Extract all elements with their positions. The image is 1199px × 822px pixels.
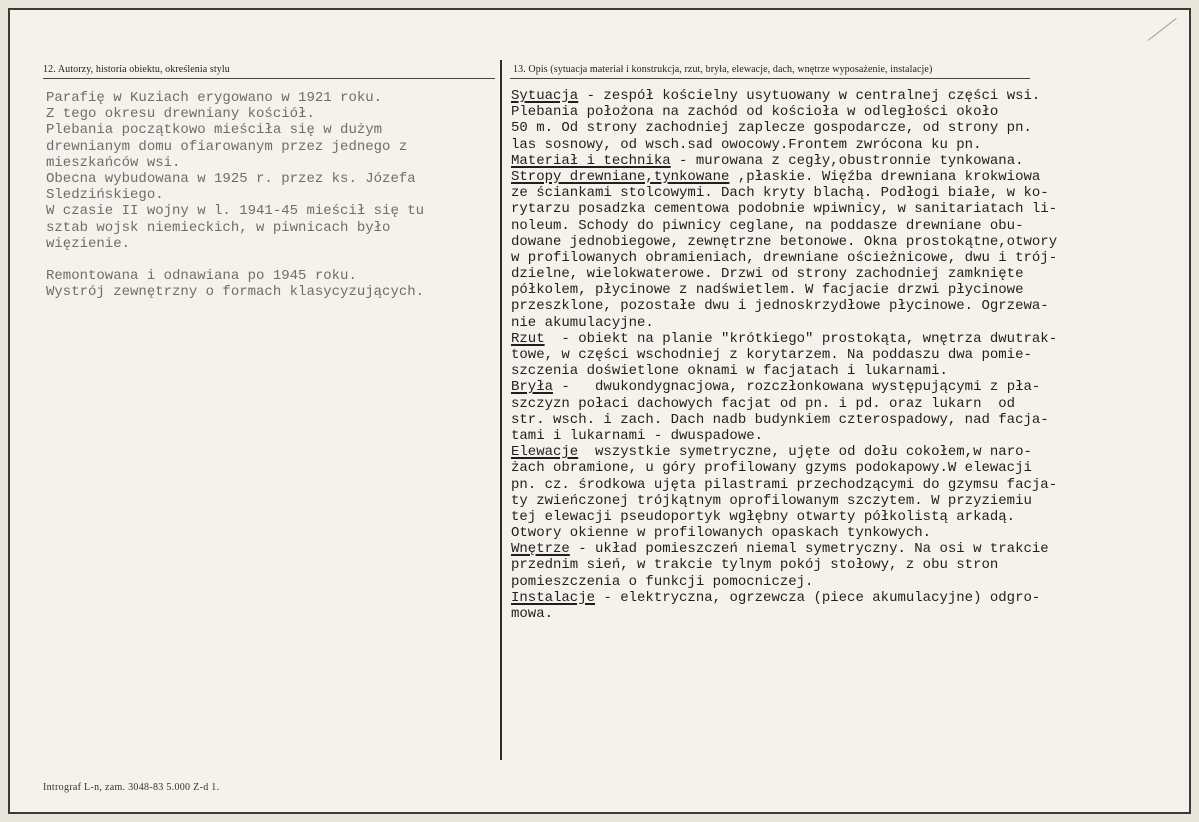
line-text: - elektryczna, ogrzewcza (piece akumulacyjne) odgro- [595, 589, 1041, 606]
description-line [511, 509, 1057, 525]
line-text: dzielne, wielokwaterowe. Drzwi od strony zachodniej zamknięte [511, 266, 1024, 283]
card-border-bottom [8, 812, 1191, 814]
line-text: mowa. [511, 606, 554, 622]
section-label: Wnętrze [511, 541, 570, 558]
description-line [511, 315, 1057, 331]
history-line: Obecna wybudowana w 1925 r. przez ks. Józefa [46, 170, 416, 187]
history-text [46, 90, 424, 300]
line-text: tami i lukarnami - dwuspadowe. [511, 427, 764, 444]
line-text: rytarzu posadzka cementowa podobnie wpiwnicy, w sanitariatach li- [511, 201, 1058, 218]
description-line [511, 137, 1057, 153]
history-line: więzienie. [46, 235, 131, 252]
description-line [511, 298, 1057, 314]
line-text: las sosnowy, od wsch.sad owocowy.Frontem zwrócona ku pn. [511, 136, 982, 153]
section-label: Instalacje [511, 589, 596, 606]
section-label: Bryła [511, 379, 554, 396]
right-section-header: 13. Opis (sytuacja materiał i konstrukcja, rzut, bryła, elewacje, dach, wnętrze wyposażenie, instalacje) [513, 64, 933, 75]
history-line: Remontowana i odnawiana po 1945 roku. [46, 268, 357, 285]
line-text: ,płaskie. Więźba drewniana krokwiowa [729, 168, 1041, 185]
line-text: żach obramione, u góry profilowany gzyms podokapowy.W elewacji [511, 460, 1032, 477]
description-line [511, 444, 1057, 460]
line-text: Plebania położona na zachód od kościoła w odległości około [511, 104, 999, 121]
history-line: W czasie II wojny w l. 1941-45 mieścił się tu [46, 203, 425, 220]
line-text: noleum. Schody do piwnicy ceglane, na poddasze drewniane obu- [511, 217, 1024, 234]
history-line: Parafię w Kuziach erygowano w 1921 roku. [46, 90, 383, 106]
line-text: str. wsch. i zach. Dach nadb budynkiem czterospadowy, nad facja- [511, 411, 1049, 428]
line-text: w profilowanych obramieniach, drewniane ościeżnicowe, dwu i trój- [511, 249, 1058, 266]
section-label: Materiał i technika [511, 152, 671, 169]
description-line [511, 153, 1057, 169]
column-divider [500, 60, 502, 760]
history-line: mieszkańców wsi. [46, 154, 181, 171]
line-text: 50 m. Od strony zachodniej zaplecze gospodarcze, od strony pn. [511, 120, 1032, 137]
description-line [511, 557, 1057, 573]
description-line [511, 379, 1057, 395]
description-line [511, 428, 1057, 444]
description-line [511, 460, 1057, 476]
line-text: towe, w części wschodniej z korytarzem. Na poddaszu dwa pomie- [511, 347, 1032, 363]
description-line [511, 363, 1057, 379]
description-line [511, 574, 1057, 590]
section-label: Rzut [511, 330, 545, 347]
card-border-right [1189, 8, 1191, 814]
description-line [511, 331, 1057, 347]
section-label: Elewacje [511, 444, 579, 461]
description-line [511, 266, 1057, 282]
line-text: - obiekt na planie "krótkiego" prostokąta, wnętrza dwutrak- [544, 330, 1058, 347]
history-line: drewnianym domu ofiarowanym przez jednego z [46, 138, 408, 155]
history-line: sztab wojsk niemieckich, w piwnicach było [46, 219, 391, 236]
line-text: pn. cz. środkowa ujęta pilastrami przechodzącymi do gzymsu facja- [511, 476, 1058, 493]
history-line [46, 252, 424, 268]
line-text: dowane jednobiegowe, zewnętrzne betonowe. Okna prostokątne,otwory [511, 233, 1058, 250]
card-border-left [8, 8, 10, 814]
description-line [511, 169, 1057, 185]
description-line [511, 347, 1057, 363]
description-line [511, 282, 1057, 298]
description-line [511, 396, 1057, 412]
description-line [511, 590, 1057, 606]
left-header-rule [43, 78, 495, 79]
line-text: - układ pomieszczeń niemal symetryczny. Na osi w trakcie [569, 541, 1049, 558]
card-border-top [8, 8, 1191, 10]
description-line [511, 120, 1057, 136]
history-line: Wystrój zewnętrzny o formach klasycyzujących. [46, 284, 425, 301]
description-line [511, 234, 1057, 250]
description-line [511, 525, 1057, 541]
line-text: tej elewacji pseudoportyk wgłębny otwarty półkolistą arkadą. [511, 508, 1016, 525]
line-text: nie akumulacyjne. [511, 314, 654, 331]
description-line [511, 606, 1057, 622]
line-text: - dwukondygnacjowa, rozczłonkowana występującymi z pła- [553, 379, 1041, 396]
description-line [511, 477, 1057, 493]
description-line [511, 250, 1057, 266]
description-line [511, 493, 1057, 509]
description-line [511, 541, 1057, 557]
history-line: Z tego okresu drewniany kościół. [46, 106, 315, 123]
section-label: Sytuacja [511, 88, 579, 104]
description-line [511, 218, 1057, 234]
line-text: - murowana z cegły,obustronnie tynkowana. [670, 152, 1024, 169]
line-text: półkolem, płycinowe z nadświetlem. W facjacie drzwi płycinowe [511, 282, 1024, 299]
description-line [511, 104, 1057, 120]
line-text: wszystkie symetryczne, ujęte od dołu cokołem,w naro- [578, 444, 1032, 461]
line-text: przednim sień, w trakcie tylnym pokój stołowy, z obu stron [511, 557, 999, 574]
description-text [511, 88, 1057, 622]
line-text: przeszklone, pozostałe dwu i jednoskrzydłowe płycinowe. Ogrzewa- [511, 298, 1049, 315]
description-line [511, 412, 1057, 428]
right-header-rule [510, 78, 1030, 79]
description-line [511, 88, 1057, 104]
history-line: Sledzińskiego. [46, 187, 164, 204]
description-line [511, 185, 1057, 201]
description-line [511, 201, 1057, 217]
line-text: szczyzn połaci dachowych facjat od pn. i pd. oraz lukarn od [511, 395, 1016, 412]
left-section-header: 12. Autorzy, historia obiektu, określenia stylu [43, 64, 230, 75]
line-text: - zespół kościelny usytuowany w centralnej części wsi. [578, 88, 1041, 104]
history-line: Plebania początkowo mieściła się w dużym [46, 122, 383, 139]
section-label: Stropy drewniane,tynkowane [511, 168, 730, 185]
printer-imprint: Intrograf L-n, zam. 3048-83 5.000 Z-d 1. [43, 782, 220, 793]
line-text: ze ściankami stolcowymi. Dach kryty blachą. Podłogi białe, w ko- [511, 185, 1049, 202]
line-text: pomieszczenia o funkcji pomocniczej. [511, 573, 814, 590]
line-text: Otwory okienne w profilowanych opaskach tynkowych. [511, 525, 932, 542]
line-text: szczenia doświetlone oknami w facjatach i lukarnami. [511, 363, 948, 380]
line-text: ty zwieńczonej trójkątnym oprofilowanym szczytem. W przyziemiu [511, 492, 1032, 509]
